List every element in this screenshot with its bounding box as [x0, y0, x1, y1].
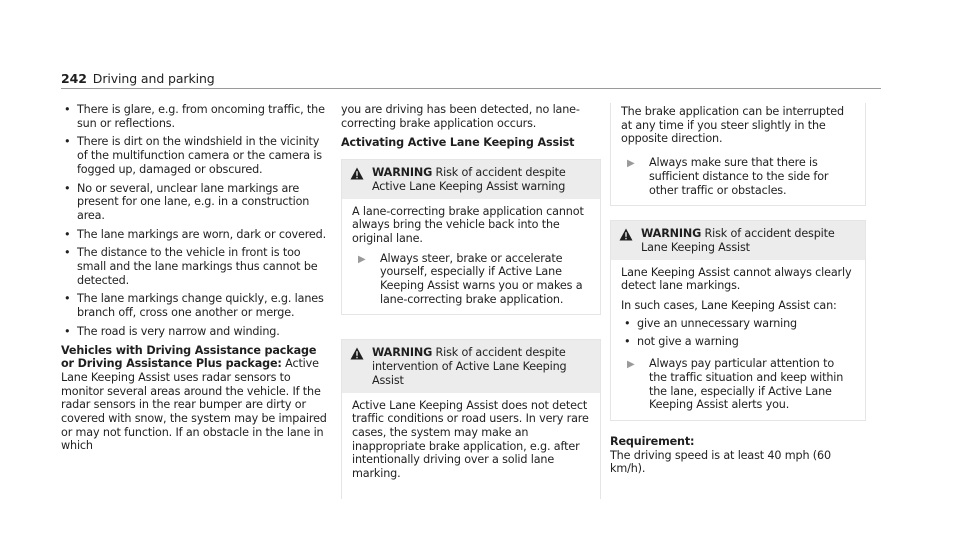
warning-continuation-box [610, 103, 866, 206]
requirement-text: The driving speed is at least 40 mph (60 km/h). [610, 448, 831, 476]
instruction [352, 252, 590, 307]
requirement-label: Requirement: [610, 434, 695, 448]
warning-body [611, 260, 865, 420]
list-item: • No or several, unclear lane markings are present for one lane, e.g. in a construction area. [61, 182, 331, 223]
warning-label: WARNING [372, 166, 433, 180]
warning-box-3 [610, 220, 866, 421]
activating-heading: Activating Active Lane Keeping Assist [341, 136, 575, 150]
warning-label: WARNING [372, 346, 433, 360]
instruction-text: Always make sure that there is sufficient distance to the side for other traffic or obstacles. [649, 156, 829, 197]
radar-text: Active Lane Keeping Assist uses radar sensors to monitor several areas around the vehicle. If the radar sensors in the rear bumper are dirty or covered with snow, the system may be impaired or may not function. If an obstacle in the lane in which [61, 357, 327, 453]
warning-text: Lane Keeping Assist cannot always clearly detect lane markings. [621, 265, 852, 293]
package-label: Vehicles with Driving Assistance package or Driving Assistance Plus package: [61, 343, 317, 371]
arrow-icon: ▶ [627, 359, 635, 371]
warning-title: Risk of accident despite Lane Keeping Assist [641, 227, 835, 254]
list-item: • The lane markings are worn, dark or covered. [61, 228, 331, 242]
list-item: • The distance to the vehicle in front is too small and the lane markings thus cannot be detected. [61, 246, 331, 287]
radar-paragraph [61, 344, 331, 454]
list-item: • There is dirt on the windshield in the vicinity of the multifunction camera or the camera is fogged up, damaged or obscured. [61, 135, 331, 176]
warning-text: A lane-correcting brake application cannot always bring the vehicle back into the original lane. [352, 204, 584, 245]
section-title: Driving and parking [92, 71, 215, 86]
warning-header [342, 160, 600, 198]
page-number: 242 [61, 71, 87, 86]
warning-body [342, 393, 600, 499]
header-rule [61, 88, 881, 89]
warning-label: WARNING [641, 227, 702, 241]
continued-text: you are driving has been detected, no lane-correcting brake application occurs. [341, 103, 580, 130]
instruction [621, 357, 855, 412]
instruction-text: Always steer, brake or accelerate yourself, especially if Active Lane Keeping Assist warns you or makes a lane-correcting brake application. [380, 251, 583, 306]
list-item: • There is glare, e.g. from oncoming traffic, the sun or reflections. [61, 103, 331, 130]
list-item: • give an unnecessary warning [621, 317, 855, 331]
arrow-icon: ▶ [358, 253, 366, 265]
list-item: • The lane markings change quickly, e.g. lanes branch off, cross one another or merge. [61, 292, 331, 319]
warning-triangle-icon [619, 227, 635, 254]
list-intro: In such cases, Lane Keeping Assist can: [621, 299, 837, 313]
column-1 [61, 103, 331, 459]
warning-bullet-list [621, 317, 855, 349]
column-2 [341, 103, 601, 499]
warning-header [342, 340, 600, 392]
warning-triangle-icon [350, 346, 366, 387]
warning-text: The brake application can be interrupted at any time if you steer slightly in the opposite direction. [621, 105, 844, 146]
warning-body [342, 199, 600, 315]
column-3 [610, 103, 866, 482]
warning-title: Risk of accident despite Active Lane Keeping Assist warning [372, 166, 566, 193]
warning-text: Active Lane Keeping Assist does not detect traffic conditions or road users. In very rare cases, the system may make an inappropriate brake application, e.g. after intentionally driving over a solid lane marking. [352, 398, 589, 481]
page-header [61, 71, 215, 86]
warning-title: Risk of accident despite intervention of Active Lane Keeping Assist [372, 346, 567, 387]
condition-list [61, 103, 331, 339]
arrow-icon: ▶ [627, 158, 635, 170]
list-item: • not give a warning [621, 335, 855, 349]
instruction [621, 156, 855, 197]
warning-header [611, 221, 865, 259]
warning-triangle-icon [350, 166, 366, 193]
warning-box-2 [341, 339, 601, 498]
warning-box-1 [341, 159, 601, 315]
instruction-text: Always pay particular attention to the traffic situation and keep within the lane, especially if Active Lane Keeping Assist alerts you. [649, 357, 844, 412]
list-item: • The road is very narrow and winding. [61, 325, 331, 339]
